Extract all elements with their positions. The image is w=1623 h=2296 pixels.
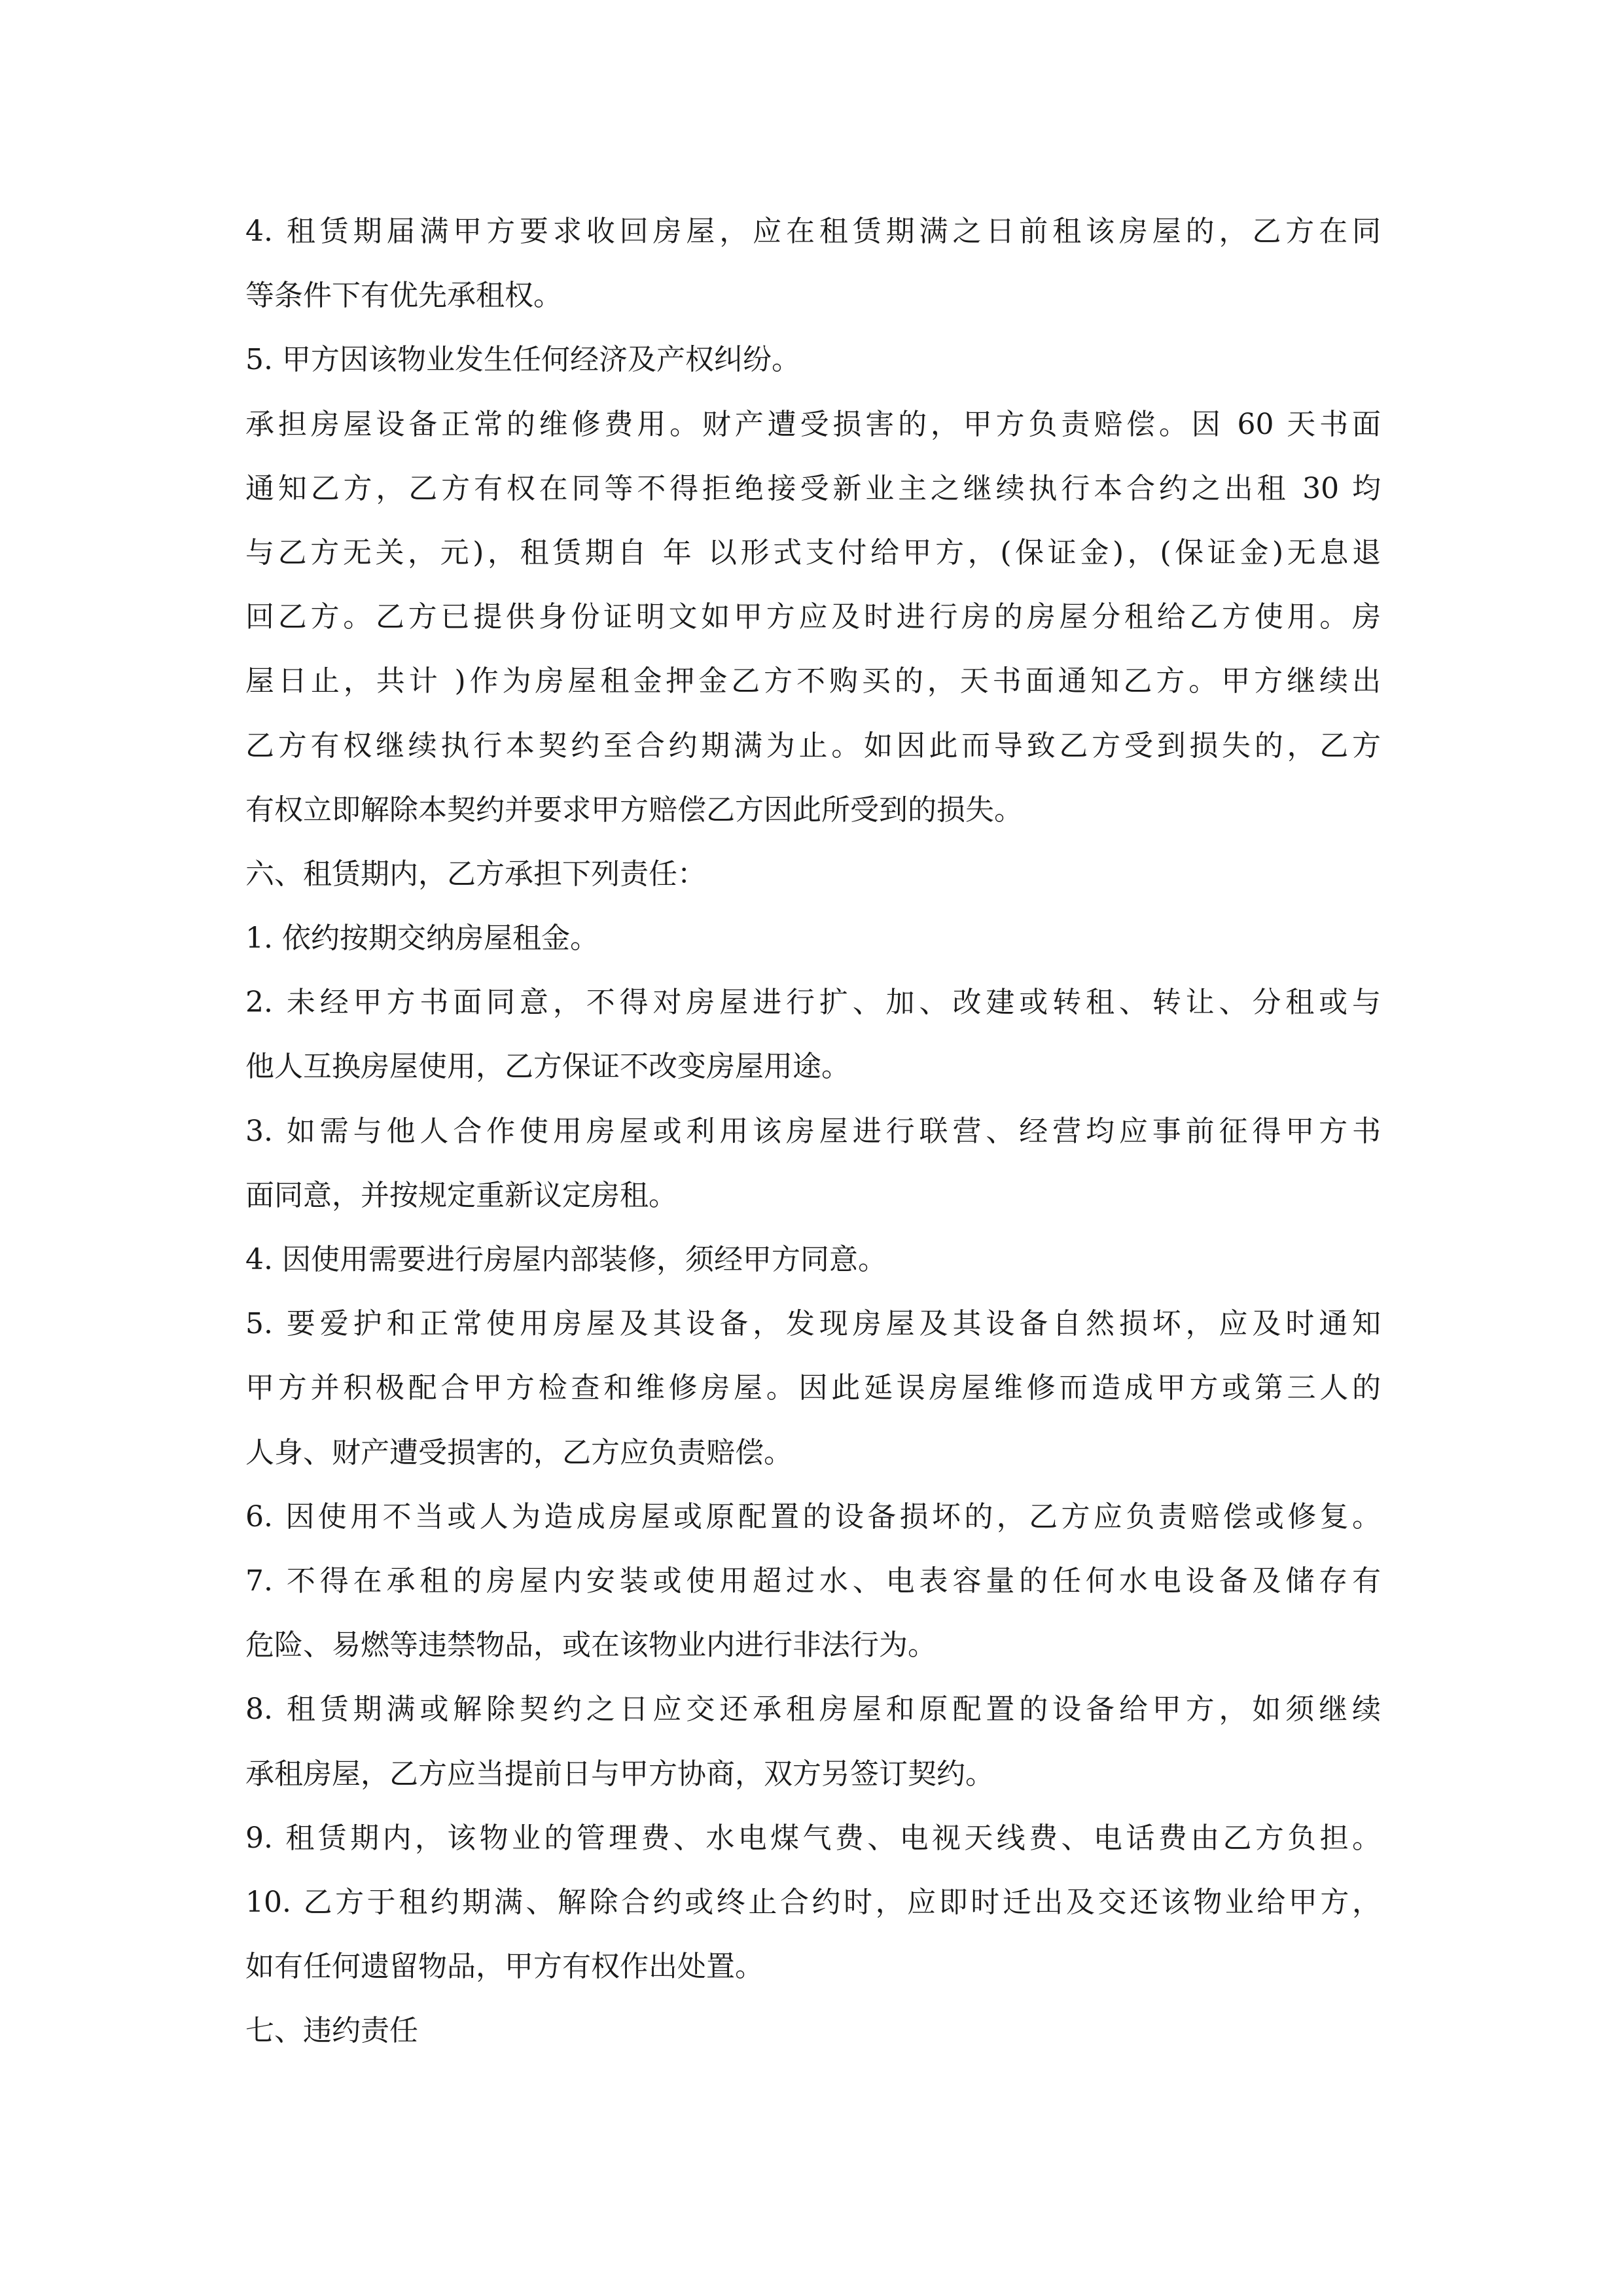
text-line: 人身、财产遭受损害的，乙方应负责赔偿。 — [245, 1435, 793, 1469]
text-line: 乙方有权继续执行本契约至合约期满为止。如因此而导致乙方受到损失的，乙方 — [245, 728, 1381, 762]
text-line: 与乙方无关，元)，租赁期自 年 以形式支付给甲方，(保证金)，(保证金)无息退 — [245, 535, 1381, 569]
text-line: 屋日止，共计 )作为房屋租金押金乙方不购买的，天书面通知乙方。甲方继续出 — [245, 664, 1381, 698]
text-line: 承租房屋，乙方应当提前日与甲方协商，双方另签订契约。 — [245, 1757, 994, 1791]
text-line: 有权立即解除本契约并要求甲方赔偿乙方因此所受到的损失。 — [245, 793, 1023, 827]
text-line: 5. 要爱护和正常使用房屋及其设备，发现房屋及其设备自然损坏，应及时通知 — [245, 1307, 1381, 1341]
text-line: 承担房屋设备正常的维修费用。财产遭受损害的，甲方负责赔偿。因 60 天书面 — [245, 407, 1381, 441]
text-line: 6. 因使用不当或人为造成房屋或原配置的设备损坏的，乙方应负责赔偿或修复。 — [245, 1499, 1381, 1534]
text-line: 通知乙方，乙方有权在同等不得拒绝接受新业主之继续执行本合约之出租 30 均 — [245, 471, 1381, 505]
text-line: 10. 乙方于租约期满、解除合约或终止合约时，应即时迁出及交还该物业给甲方， — [245, 1885, 1381, 1919]
text-line: 危险、易燃等违禁物品，或在该物业内进行非法行为。 — [245, 1628, 936, 1662]
text-line: 4. 因使用需要进行房屋内部装修，须经甲方同意。 — [245, 1243, 887, 1276]
text-line: 5. 甲方因该物业发生任何经济及产权纠纷。 — [245, 343, 800, 377]
text-line: 甲方并积极配合甲方检查和维修房屋。因此延误房屋维修而造成甲方或第三人的 — [245, 1371, 1381, 1405]
section-heading: 六、租赁期内，乙方承担下列责任： — [245, 857, 706, 891]
text-line: 9. 租赁期内，该物业的管理费、水电煤气费、电视天线费、电话费由乙方负担。 — [245, 1821, 1381, 1855]
text-line: 1. 依约按期交纳房屋租金。 — [245, 922, 599, 956]
text-line: 回乙方。乙方已提供身份证明文如甲方应及时进行房的房屋分租给乙方使用。房 — [245, 600, 1381, 634]
text-line: 等条件下有优先承租权。 — [245, 279, 562, 313]
section-heading: 七、违约责任 — [245, 2014, 418, 2048]
text-line: 8. 租赁期满或解除契约之日应交还承租房屋和原配置的设备给甲方，如须继续 — [245, 1693, 1381, 1727]
text-line: 面同意，并按规定重新议定房租。 — [245, 1178, 677, 1212]
text-line: 他人互换房屋使用，乙方保证不改变房屋用途。 — [245, 1050, 850, 1084]
text-line: 7. 不得在承租的房屋内安装或使用超过水、电表容量的任何水电设备及储存有 — [245, 1564, 1381, 1598]
text-line: 2. 未经甲方书面同意，不得对房屋进行扩、加、改建或转租、转让、分租或与 — [245, 986, 1381, 1020]
text-line: 如有任何遗留物品，甲方有权作出处置。 — [245, 1950, 764, 1984]
text-line: 3. 如需与他人合作使用房屋或利用该房屋进行联营、经营均应事前征得甲方书 — [245, 1114, 1381, 1148]
document-body — [245, 200, 1381, 2063]
text-line: 4. 租赁期届满甲方要求收回房屋，应在租赁期满之日前租该房屋的，乙方在同 — [245, 215, 1381, 248]
